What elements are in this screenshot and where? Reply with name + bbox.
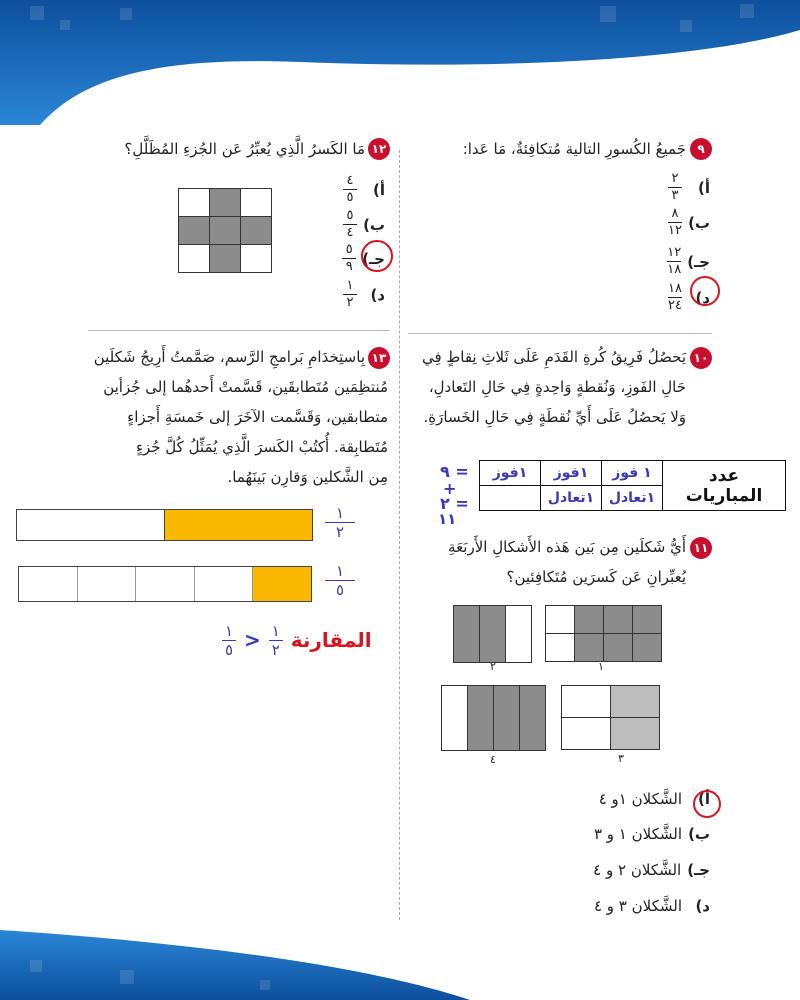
- question-number-badge: ٩: [690, 138, 712, 160]
- option-fraction: $\frac{٨}{١٢}$: [668, 206, 682, 238]
- footer-decoration: [0, 900, 800, 1000]
- question-10-line-1: يَحصُلُ فَرِيقُ كُرةِ القَدَمِ عَلَى ثَلاثِ نِقاطٍ فِي: [421, 348, 686, 366]
- match-results-table: [479, 460, 786, 511]
- shape-2-grid: [453, 605, 532, 663]
- question-13-line-3: متطابقين، وَقَسَّمت الآخَرَ إلى خَمسَةِ أَجزاءٍ: [127, 408, 388, 426]
- option-text: الشَّكلان ٣ و ٤: [593, 897, 682, 915]
- question-number-badge: ١١: [690, 537, 712, 559]
- handwritten-plus: +: [443, 479, 457, 498]
- answer-circle: [690, 276, 720, 306]
- question-13-line-4: مُتَطابِقة. أُكتُبْ الكَسرَ الَّذِي يُمَثِّلُ كُلَّ جُزءٍ: [135, 438, 388, 456]
- section-divider-left: [88, 330, 390, 331]
- table-header: عدد المباريات: [663, 461, 786, 511]
- comparison-operator: >: [244, 628, 261, 652]
- fraction-bar-halves: [16, 509, 313, 541]
- option-text: الشَّكلان ١و ٤: [598, 790, 682, 808]
- handwritten-total: ١١: [438, 510, 457, 528]
- option-fraction: $\frac{١٢}{١٨}$: [667, 245, 682, 277]
- answer-circle: [693, 790, 721, 818]
- q9-option-c[interactable]: [667, 246, 710, 277]
- question-10-line-3: وَلا يَحصُلُ عَلَى أَيِّ نُقطَةٍ فِي حَالِ الخَسارَةِ.: [423, 408, 686, 426]
- bar1-fraction: ١ ٢: [325, 505, 355, 540]
- section-divider-right: [408, 333, 712, 334]
- handwritten-sum-2: ٢ =: [440, 494, 469, 513]
- option-fraction: $\frac{٥}{٤}$: [343, 209, 357, 240]
- q12-option-a[interactable]: [343, 174, 385, 205]
- comparison-left-fraction: $\frac{١}{٢}$: [269, 623, 283, 658]
- q9-option-a[interactable]: [668, 172, 710, 203]
- q12-option-b[interactable]: [343, 209, 385, 240]
- option-letter: جـ): [362, 249, 385, 268]
- comparison-label: المقارنة: [290, 628, 372, 652]
- option-letter: د): [695, 288, 710, 307]
- option-fraction: $\frac{٥}{٩}$: [342, 243, 356, 274]
- table-cell: [480, 486, 541, 511]
- q12-option-d[interactable]: [343, 279, 385, 310]
- option-letter: جـ): [687, 252, 710, 271]
- option-fraction: $\frac{٢}{٣}$: [668, 172, 682, 203]
- bar2-fraction: ١ ٥: [325, 563, 355, 598]
- table-cell: ١ فوز: [602, 461, 663, 486]
- option-text: الشَّكلان ٢ و ٤: [593, 861, 682, 879]
- question-10-line-2: حَالِ الفَوزِ، وَنُقطةٍ وَاحِدةٍ فِي حَالِ التَعادلِ،: [428, 378, 686, 396]
- comparison-right-fraction: $\frac{١}{٥}$: [222, 623, 236, 658]
- option-letter: جـ): [687, 861, 710, 879]
- shape-1-label: ١: [598, 660, 604, 673]
- shaded-grid-figure: [178, 188, 272, 273]
- question-number-badge: ١٠: [690, 347, 712, 369]
- q9-option-b[interactable]: [668, 207, 710, 238]
- option-letter: أ): [698, 790, 710, 808]
- option-text: الشَّكلان ١ و ٣: [593, 825, 682, 843]
- option-letter: د): [695, 897, 710, 915]
- option-fraction: $\frac{١}{٢}$: [343, 279, 357, 310]
- question-number-badge: ١٣: [368, 347, 390, 369]
- option-letter: ب): [363, 215, 385, 234]
- question-13-line-5: مِن الشَّكلين وَقارِن بَينَهُما.: [227, 468, 388, 486]
- question-9-text: جَميعُ الكُسورِ التالية مُتكافِئةٌ، مَا عَدا:: [462, 140, 686, 158]
- answer-circle: [361, 240, 393, 272]
- table-cell: ١تعادل: [541, 486, 602, 511]
- column-divider: [399, 150, 400, 920]
- q11-option-d[interactable]: [594, 897, 710, 915]
- option-letter: ب): [688, 825, 710, 843]
- header-decoration: [0, 0, 800, 130]
- option-letter: د): [370, 285, 385, 304]
- question-number-badge: ١٢: [368, 138, 390, 160]
- shape-3-label: ٣: [618, 752, 624, 765]
- shape-1-grid: [545, 605, 662, 662]
- handwritten-sum-1: ٩ =: [440, 462, 469, 481]
- fraction-bar-fifths: [18, 566, 312, 602]
- shape-3-grid: [561, 685, 660, 750]
- comparison-answer: [222, 618, 382, 662]
- q11-option-b[interactable]: [594, 825, 710, 843]
- option-letter: أ): [373, 180, 385, 199]
- shape-4-grid: [441, 685, 546, 751]
- option-fraction: $\frac{٤}{٥}$: [343, 174, 357, 205]
- shape-4-label: ٤: [490, 753, 496, 766]
- question-11-line-2: يُعبِّرانِ عَن كَسرَين مُتَكافِئين؟: [506, 568, 686, 586]
- table-cell: ١فوز: [541, 461, 602, 486]
- table-cell: ١تعادل: [602, 486, 663, 511]
- question-13-line-1: بِاستِخدَامِ بَرامجِ الرَّسم، صَمَّمتُ أَرِيجُ شَكلَين: [93, 348, 365, 366]
- option-fraction: $\frac{١٨}{٢٤}$: [668, 281, 682, 313]
- shape-2-label: ٢: [490, 660, 496, 673]
- option-letter: ب): [688, 213, 710, 232]
- question-11-line-1: أَيُّ شَكلَين مِن بَين هَذه الأَشكالِ الأَربَعَةِ: [448, 538, 686, 556]
- question-13-line-2: مُنتظِمَين مُتَطابقَين، قَسَّمتْ أَحدهُما إلى جُزأين: [103, 378, 388, 396]
- question-12-text: مَا الكَسرُ الَّذِي يُعبِّرُ عَن الجُزءِ المُظَلَّلِ؟: [124, 140, 365, 158]
- option-letter: أ): [698, 178, 710, 197]
- table-cell: ١فوز: [480, 461, 541, 486]
- q11-option-c[interactable]: [593, 861, 710, 879]
